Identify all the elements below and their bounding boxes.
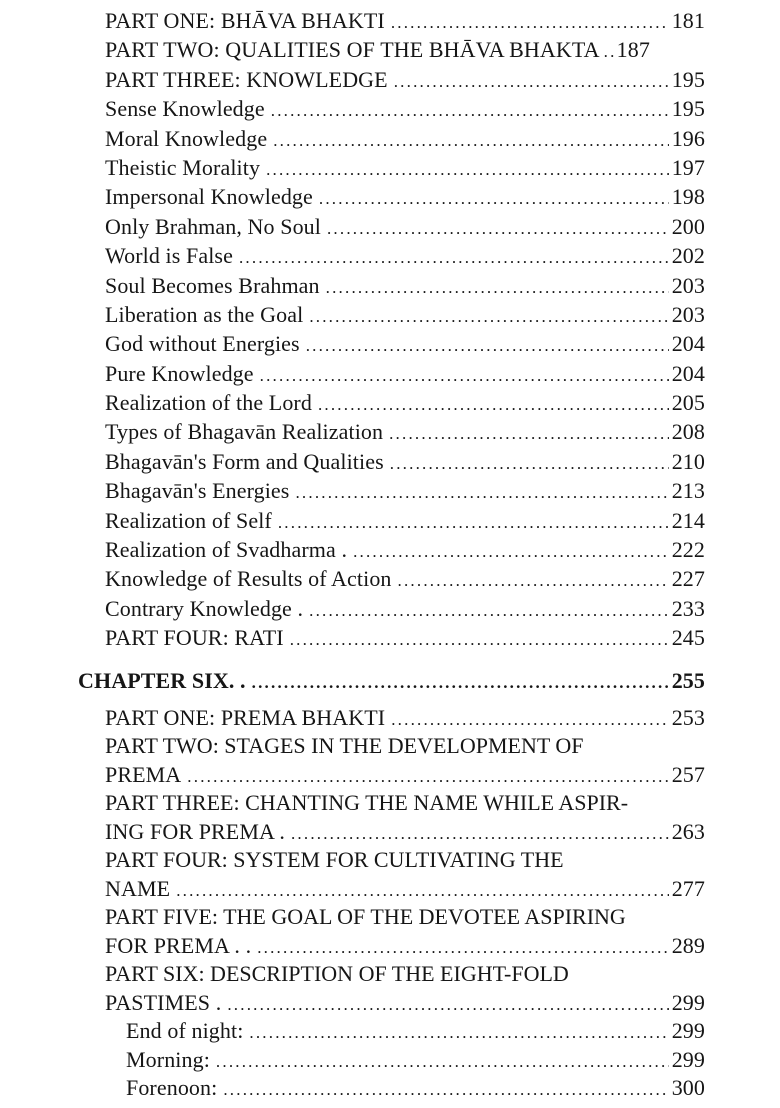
toc-entry-label: Realization of Self xyxy=(105,507,272,533)
toc-entry-page: 233 xyxy=(671,595,705,621)
toc-entry-page: 253 xyxy=(671,704,705,730)
toc-entry-label: Moral Knowledge xyxy=(105,125,268,151)
toc-entry-label: PART ONE: BHĀVA BHAKTI xyxy=(105,8,385,33)
toc-entry-label: Only Brahman, No Soul xyxy=(105,213,321,239)
toc-entry-label: Realization of the Lord xyxy=(105,390,312,416)
toc-entry-label: PART THREE: KNOWLEDGE xyxy=(105,66,388,92)
toc-entry[interactable] xyxy=(0,535,780,564)
toc-entry-label: Realization of Svadharma . xyxy=(105,537,348,563)
toc-entry[interactable] xyxy=(0,476,780,505)
toc-entry-page: 187 xyxy=(616,37,650,63)
toc-subentry-page: 299 xyxy=(671,1046,705,1072)
toc-entry-label: God without Energies xyxy=(105,331,300,357)
toc-entry-page: 181 xyxy=(671,8,705,33)
toc-entry[interactable] xyxy=(0,564,780,593)
dot-leader xyxy=(306,331,669,360)
toc-subentry-page: 300 xyxy=(671,1075,705,1101)
dot-leader xyxy=(309,596,669,625)
dot-leader xyxy=(295,478,668,507)
toc-entry-line2 xyxy=(0,875,780,904)
toc-subentry[interactable] xyxy=(0,1017,780,1046)
toc-entry[interactable] xyxy=(0,6,780,35)
dot-leader xyxy=(391,706,668,735)
toc-entry[interactable] xyxy=(0,300,780,329)
toc-entry-label: Theistic Morality xyxy=(105,154,261,180)
toc-entry-page: 203 xyxy=(671,272,705,298)
toc-chapter-heading[interactable] xyxy=(0,666,780,695)
toc-entry-label: PART FOUR: RATI xyxy=(105,625,284,651)
toc-entry-label-line2: PASTIMES . xyxy=(105,989,222,1015)
toc-chapter-label: CHAPTER SIX. . xyxy=(78,667,246,693)
dot-leader xyxy=(176,877,669,906)
toc-entry-page: 222 xyxy=(671,537,705,563)
toc-entry[interactable] xyxy=(0,594,780,623)
toc-entry[interactable] xyxy=(0,94,780,123)
toc-entry-page: 257 xyxy=(671,761,705,787)
toc-entry[interactable] xyxy=(0,35,780,64)
toc-entry-page: 200 xyxy=(671,213,705,239)
dot-leader xyxy=(216,1048,669,1077)
toc-entry-page: 204 xyxy=(671,331,705,357)
dot-leader xyxy=(257,934,669,963)
toc-subentry-label: Morning: xyxy=(126,1046,210,1072)
toc-entry-line2 xyxy=(0,761,780,790)
toc-entry-label: Impersonal Knowledge xyxy=(105,184,313,210)
toc-entry-label: Pure Knowledge xyxy=(105,360,254,386)
toc-entry-label-line1: PART FIVE: THE GOAL OF THE DEVOTEE ASPIRING xyxy=(105,904,626,930)
toc-entry-page: 299 xyxy=(671,989,705,1015)
dot-leader xyxy=(327,214,669,243)
toc-entry[interactable] xyxy=(0,241,780,270)
toc-entry-page: 196 xyxy=(671,125,705,151)
toc-entry-label-line1: PART SIX: DESCRIPTION OF THE EIGHT-FOLD xyxy=(105,961,569,987)
toc-entry[interactable] xyxy=(0,182,780,211)
toc-entry-page: 195 xyxy=(671,66,705,92)
dot-leader xyxy=(604,37,614,66)
toc-entry-multiline[interactable] xyxy=(0,903,780,960)
toc-entry-line2 xyxy=(0,932,780,961)
toc-entry-page: 197 xyxy=(671,154,705,180)
dot-leader xyxy=(249,1019,668,1048)
toc-entry-label: Soul Becomes Brahman xyxy=(105,272,320,298)
toc-entry[interactable] xyxy=(0,417,780,446)
toc-entry-label: Liberation as the Goal xyxy=(105,301,304,327)
toc-entry-page: 214 xyxy=(671,507,705,533)
toc-subentry[interactable] xyxy=(0,1046,780,1075)
dot-leader xyxy=(326,273,669,302)
toc-entry-page: 198 xyxy=(671,184,705,210)
toc-entry[interactable] xyxy=(0,704,780,733)
toc-entry[interactable] xyxy=(0,329,780,358)
dot-leader xyxy=(391,8,669,37)
toc-entry-label: Bhagavān's Energies xyxy=(105,478,290,504)
dot-leader xyxy=(290,625,669,654)
toc-entry-multiline[interactable] xyxy=(0,732,780,789)
toc-entry-label: Types of Bhagavān Realization xyxy=(105,419,384,445)
toc-entry-label-line1: PART THREE: CHANTING THE NAME WHILE ASPIR- xyxy=(105,790,629,816)
toc-entry-page: 289 xyxy=(671,932,705,958)
toc-entry[interactable] xyxy=(0,388,780,417)
dot-leader xyxy=(187,763,668,792)
dot-leader xyxy=(291,820,669,849)
toc-entry-label: Contrary Knowledge . xyxy=(105,595,304,621)
toc-chapter-page: 255 xyxy=(671,667,705,693)
toc-entry-page: 208 xyxy=(671,419,705,445)
toc-entry-page: 227 xyxy=(671,566,705,592)
dot-leader xyxy=(273,126,669,155)
toc-subentry-label: End of night: xyxy=(126,1018,244,1044)
toc-entry-label: PART TWO: QUALITIES OF THE BHĀVA BHAKTA xyxy=(105,37,600,63)
toc-entry-page: 213 xyxy=(671,478,705,504)
toc-entry[interactable] xyxy=(0,65,780,94)
toc-entry-label: World is False xyxy=(105,243,233,269)
toc-subentry-label: Forenoon: xyxy=(126,1075,218,1101)
toc-entry-page: 203 xyxy=(671,301,705,327)
toc-entry[interactable] xyxy=(0,447,780,476)
toc-section-chapter-five xyxy=(0,6,780,653)
toc-entry-label-line1: PART TWO: STAGES IN THE DEVELOPMENT OF xyxy=(105,733,584,759)
toc-entry-page: 210 xyxy=(671,448,705,474)
dot-leader xyxy=(227,991,668,1020)
toc-entry[interactable] xyxy=(0,124,780,153)
toc-entry-label: PART ONE: PREMA BHAKTI xyxy=(105,704,386,730)
toc-entry-label: Sense Knowledge xyxy=(105,96,265,122)
toc-entry-page: 202 xyxy=(671,243,705,269)
toc-entry-label-line2: PREMA xyxy=(105,761,182,787)
toc-entry-label-line2: FOR PREMA . . xyxy=(105,932,252,958)
toc-subentry[interactable] xyxy=(0,1074,780,1103)
toc-subentry-page: 299 xyxy=(671,1018,705,1044)
toc-entry-multiline[interactable] xyxy=(0,846,780,903)
toc-entry[interactable] xyxy=(0,506,780,535)
dot-leader xyxy=(390,449,669,478)
toc-entry[interactable] xyxy=(0,212,780,241)
dot-leader xyxy=(389,419,669,448)
dot-leader xyxy=(318,390,669,419)
dot-leader xyxy=(252,668,669,697)
toc-entry-page: 263 xyxy=(671,818,705,844)
toc-entry-page: 195 xyxy=(671,96,705,122)
toc-entry-page: 245 xyxy=(671,625,705,651)
dot-leader xyxy=(266,155,669,184)
toc-entry[interactable] xyxy=(0,271,780,300)
toc-entry-page: 205 xyxy=(671,390,705,416)
toc-section-chapter-six xyxy=(0,704,780,1103)
dot-leader xyxy=(223,1076,668,1105)
toc-entry-line2 xyxy=(0,989,780,1018)
toc-entry-label-line1: PART FOUR: SYSTEM FOR CULTIVATING THE xyxy=(105,847,564,873)
toc-entry[interactable] xyxy=(0,623,780,652)
toc-entry[interactable] xyxy=(0,153,780,182)
dot-leader xyxy=(239,243,669,272)
dot-leader xyxy=(398,566,669,595)
toc-entry-label: Bhagavān's Form and Qualities xyxy=(105,448,384,474)
dot-leader xyxy=(278,508,669,537)
toc-entry-multiline[interactable] xyxy=(0,789,780,846)
toc-entry[interactable] xyxy=(0,359,780,388)
toc-entry-multiline[interactable] xyxy=(0,960,780,1017)
dot-leader xyxy=(319,184,669,213)
toc-entry-page: 277 xyxy=(671,875,705,901)
dot-leader xyxy=(271,96,669,125)
toc-entry-label-line2: ING FOR PREMA . xyxy=(105,818,285,844)
toc-entry-line2 xyxy=(0,818,780,847)
toc-entry-label: Knowledge of Results of Action xyxy=(105,566,392,592)
dot-leader xyxy=(309,302,668,331)
dot-leader xyxy=(353,537,669,566)
toc-entry-label-line2: NAME xyxy=(105,875,171,901)
dot-leader xyxy=(394,67,669,96)
toc-entry-page: 204 xyxy=(671,360,705,386)
dot-leader xyxy=(260,361,669,390)
